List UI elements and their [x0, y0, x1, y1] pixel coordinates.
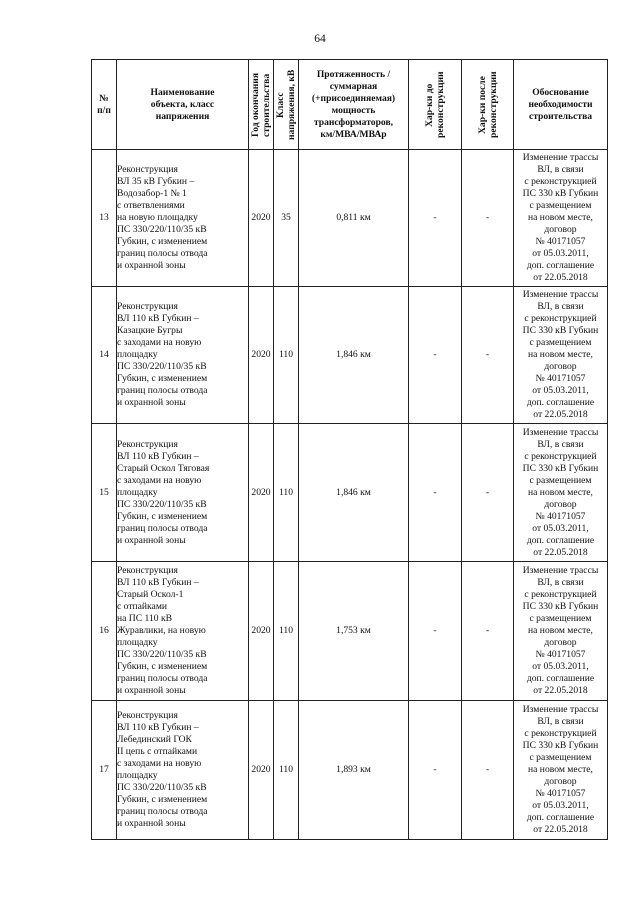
justification-cell: Изменение трассы ВЛ, в связи с реконструкцией ПС 330 кВ Губкин с размещением на новом месте, договор № 40171057 от 05.03.2011, доп. соглашение от 22.05.2018 [514, 287, 608, 424]
table-row [92, 150, 608, 287]
voltage-class-cell: 110 [274, 701, 299, 840]
object-name-cell: Реконструкция ВЛ 110 кВ Губкин – Лебединский ГОК II цепь с отпайками с заходами на новую площадку ПС 330/220/110/35 кВ Губкин, с изменением границ полосы отвода и охранной зоны [117, 701, 249, 840]
after-characteristics-cell: - [462, 701, 514, 840]
row-number-cell: 16 [92, 562, 117, 701]
table-row [92, 424, 608, 562]
voltage-class-cell: 35 [274, 150, 299, 287]
line-length-cell: 1,846 км [299, 424, 409, 562]
header-num: № п/п [92, 60, 117, 150]
table-row [92, 701, 608, 840]
object-name-cell: Реконструкция ВЛ 110 кВ Губкин – Старый Оскол Тяговая с заходами на новую площадку ПС 330/220/110/35 кВ Губкин, с изменением границ полосы отвода и охранной зоны [117, 424, 249, 562]
justification-cell: Изменение трассы ВЛ, в связи с реконструкцией ПС 330 кВ Губкин с размещением на новом месте, договор № 40171057 от 05.03.2011, доп. соглашение от 22.05.2018 [514, 150, 608, 287]
row-number-cell: 17 [92, 701, 117, 840]
after-characteristics-cell: - [462, 562, 514, 701]
header-after: Хар-ки после реконструкции [462, 60, 514, 150]
after-characteristics-cell: - [462, 150, 514, 287]
voltage-class-cell: 110 [274, 424, 299, 562]
before-characteristics-cell: - [409, 287, 462, 424]
completion-year-cell: 2020 [249, 424, 274, 562]
header-year: Год окончания строительства [249, 60, 274, 150]
justification-cell: Изменение трассы ВЛ, в связи с реконструкцией ПС 330 кВ Губкин с размещением на новом месте, договор № 40171057 от 05.03.2011, доп. соглашение от 22.05.2018 [514, 701, 608, 840]
object-name-cell: Реконструкция ВЛ 35 кВ Губкин – Водозабор-1 № 1 с ответвлениями на новую площадку ПС 330/220/110/35 кВ Губкин, с изменением границ полосы отвода и охранной зоны [117, 150, 249, 287]
line-length-cell: 1,893 км [299, 701, 409, 840]
before-characteristics-cell: - [409, 562, 462, 701]
page-number: 64 [314, 33, 326, 45]
header-row [92, 60, 608, 150]
completion-year-cell: 2020 [249, 701, 274, 840]
object-name-cell: Реконструкция ВЛ 110 кВ Губкин – Старый Оскол-1 с отпайками на ПС 110 кВ Журавлики, на новую площадку ПС 330/220/110/35 кВ Губкин, с изменением границ полосы отвода и охранной зоны [117, 562, 249, 701]
row-number-cell: 13 [92, 150, 117, 287]
before-characteristics-cell: - [409, 150, 462, 287]
row-number-cell: 15 [92, 424, 117, 562]
justification-cell: Изменение трассы ВЛ, в связи с реконструкцией ПС 330 кВ Губкин с размещением на новом месте, договор № 40171057 от 05.03.2011, доп. соглашение от 22.05.2018 [514, 562, 608, 701]
object-name-cell: Реконструкция ВЛ 110 кВ Губкин – Казацкие Бугры с заходами на новую площадку ПС 330/220/110/35 кВ Губкин, с изменением границ полосы отвода и охранной зоны [117, 287, 249, 424]
table-row [92, 562, 608, 701]
voltage-class-cell: 110 [274, 562, 299, 701]
before-characteristics-cell: - [409, 701, 462, 840]
after-characteristics-cell: - [462, 287, 514, 424]
completion-year-cell: 2020 [249, 150, 274, 287]
line-length-cell: 0,811 км [299, 150, 409, 287]
before-characteristics-cell: - [409, 424, 462, 562]
row-number-cell: 14 [92, 287, 117, 424]
table-row [92, 287, 608, 424]
header-name: Наименование объекта, класс напряжения [117, 60, 249, 150]
header-justification: Обоснование необходимости строительства [514, 60, 608, 150]
justification-cell: Изменение трассы ВЛ, в связи с реконструкцией ПС 330 кВ Губкин с размещением на новом месте, договор № 40171057 от 05.03.2011, доп. соглашение от 22.05.2018 [514, 424, 608, 562]
line-length-cell: 1,753 км [299, 562, 409, 701]
header-voltage: Класс напряжения, кВ [274, 60, 299, 150]
header-before: Хар-ки до реконструкции [409, 60, 462, 150]
completion-year-cell: 2020 [249, 562, 274, 701]
completion-year-cell: 2020 [249, 287, 274, 424]
after-characteristics-cell: - [462, 424, 514, 562]
header-length: Протяженность / суммарная (+присоединяемая) мощность трансформаторов, км/МВА/МВАр [299, 60, 409, 150]
line-length-cell: 1,846 км [299, 287, 409, 424]
construction-table [91, 59, 608, 840]
voltage-class-cell: 110 [274, 287, 299, 424]
